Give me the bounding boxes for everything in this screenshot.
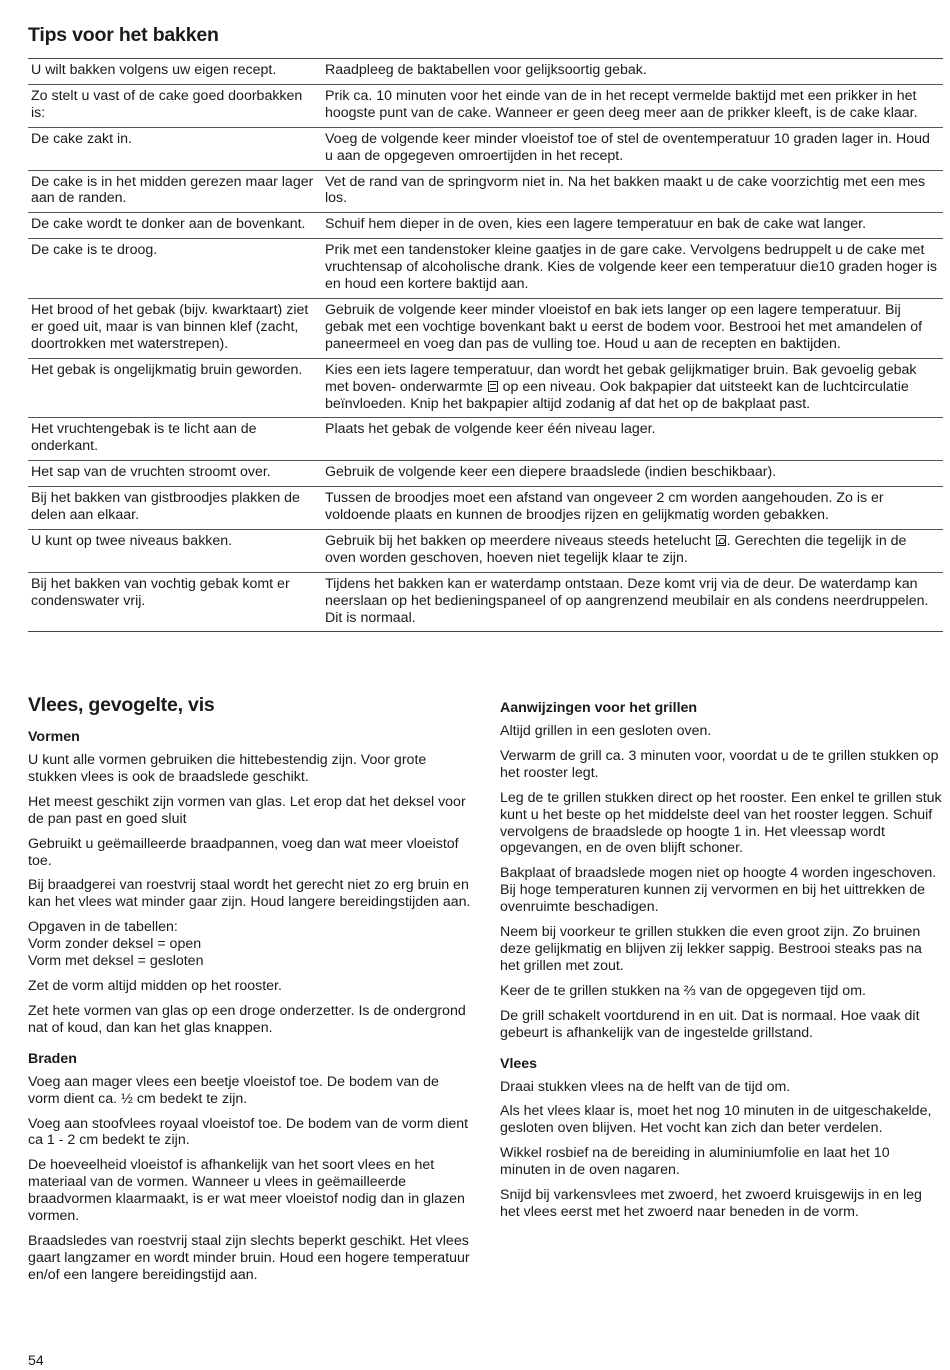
paragraph: Opgaven in de tabellen: Vorm zonder deksel = open Vorm met deksel = gesloten	[28, 919, 204, 970]
section-title: Vlees, gevogelte, vis	[28, 694, 215, 716]
problem-cell: Het sap van de vruchten stroomt over.	[28, 461, 322, 487]
problem-cell: Bij het bakken van gistbroodjes plakken de delen aan elkaar.	[28, 487, 322, 530]
table-row	[28, 418, 943, 461]
solution-text: Kies een iets lagere temperatuur, dan wordt het gebak gelijkmatiger bruin. Bak gevoelig gebak met boven- onderwarmte	[325, 361, 917, 395]
solution-cell: Schuif hem dieper in de oven, kies een lagere temperatuur en bak de cake wat langer.	[322, 213, 943, 239]
table-row	[28, 84, 943, 127]
page-number: 54	[28, 1353, 44, 1369]
subheading-braden: Braden	[28, 1050, 77, 1067]
subheading-vlees: Vlees	[500, 1055, 538, 1072]
solution-cell: Vet de rand van de springvorm niet in. Na het bakken maakt u de cake voorzichtig met een mes los.	[322, 170, 943, 213]
solution-cell: Voeg de volgende keer minder vloeistof toe of stel de oventemperatuur 10 graden lager in. Houd u aan de opgegeven omroertijden in het recept.	[322, 127, 943, 170]
problem-cell: De cake wordt te donker aan de bovenkant.	[28, 213, 322, 239]
paragraph: Leg de te grillen stukken direct op het rooster. Een enkel te grillen stuk kunt u het beste op het middelste deel van het rooster leggen. Schuif vervolgens de braadslede op hoogte 1 in. Het vleessap wordt opgevangen, en de oven blijft schoner.	[500, 789, 942, 857]
problem-cell: De cake zakt in.	[28, 127, 322, 170]
subheading-grillen: Aanwijzingen voor het grillen	[500, 700, 698, 716]
paragraph: Altijd grillen in een gesloten oven.	[500, 723, 712, 739]
solution-cell	[322, 358, 943, 418]
table-row	[28, 487, 943, 530]
problem-cell: Bij het bakken van vochtig gebak komt er condenswater vrij.	[28, 572, 322, 632]
tips-title: Tips voor het bakken	[28, 24, 219, 46]
problem-cell: Zo stelt u vast of de cake goed doorbakken is:	[28, 84, 322, 127]
solution-text: op een niveau. Ook bakpapier dat uitsteekt kan de luchtcirculatie beïnvloeden. Knip het bakpapier altijd zodanig af dat het op de bakplaat past.	[325, 378, 909, 412]
left-column	[28, 694, 473, 1292]
table-row	[28, 529, 943, 572]
solution-text: . Gerechten die tegelijk in de oven worden geschoven, hoeven niet tegelijk klaar te zijn.	[325, 532, 907, 566]
paragraph: Braadsledes van roestvrij staal zijn slechts beperkt geschikt. Het vlees gaart langzamer en wordt minder bruin. Houd een hogere temperatuur en/of een langere bereidingstijd aan.	[28, 1232, 470, 1283]
paragraph: Neem bij voorkeur te grillen stukken die even groot zijn. Zo bruinen deze gelijkmatig en blijven zij lekker sappig. Bestrooi steaks pas na het grillen met zout.	[500, 924, 922, 974]
problem-cell: Het brood of het gebak (bijv. kwarktaart) ziet er goed uit, maar is van binnen klef (zacht, doortrokken met waterstrepen).	[28, 298, 322, 358]
table-row	[28, 461, 943, 487]
problem-cell: Het vruchtengebak is te licht aan de onderkant.	[28, 418, 322, 461]
paragraph: Zet hete vormen van glas op een droge onderzetter. Is de ondergrond nat of koud, dan kan het glas knappen.	[28, 1002, 466, 1036]
solution-cell: Raadpleeg de baktabellen voor gelijksoortig gebak.	[322, 59, 943, 85]
solution-cell: Prik ca. 10 minuten voor het einde van de in het recept vermelde baktijd met een prikker in het hoogste punt van de cake. Wanneer er geen deeg meer aan de prikker kleeft, is de cake klaar.	[322, 84, 943, 127]
problem-cell: Het gebak is ongelijkmatig bruin geworden.	[28, 358, 322, 418]
paragraph: Voeg aan mager vlees een beetje vloeistof toe. De bodem van de vorm dient ca. ½ cm bedekt te zijn.	[28, 1073, 439, 1107]
paragraph: De grill schakelt voortdurend in en uit. Dat is normaal. Hoe vaak dit gebeurt is afhankelijk van de ingestelde grillstand.	[500, 1007, 920, 1041]
table-row	[28, 358, 943, 418]
paragraph: Zet de vorm altijd midden op het rooster.	[28, 977, 282, 994]
paragraph: Het meest geschikt zijn vormen van glas. Let erop dat het deksel voor de pan past en goed sluit	[28, 793, 466, 827]
paragraph: De hoeveelheid vloeistof is afhankelijk van het soort vlees en het materiaal van de vormen. Wanneer u vlees in geëmailleerde braadvormen klaarmaakt, is er wat meer vloeistof nodig dan in glazen vormen.	[28, 1157, 465, 1225]
solution-cell: Prik met een tandenstoker kleine gaatjes in de gare cake. Vervolgens bedruppelt u de cake met vruchtensap of alcoholische drank. Kies de volgende keer een temperatuur die10 graden hoger is en houd een kortere baktijd aan.	[322, 239, 943, 299]
problem-cell: U wilt bakken volgens uw eigen recept.	[28, 59, 322, 85]
solution-cell: Tijdens het bakken kan er waterdamp ontstaan. Deze komt vrij via de deur. De waterdamp kan neerslaan op het bedieningspaneel of op aangrenzend meubilair en als condens neerdruppelen. Dit is normaal.	[322, 572, 943, 632]
paragraph: Draai stukken vlees na de helft van de tijd om.	[500, 1078, 791, 1095]
solution-cell	[322, 529, 943, 572]
problem-cell: De cake is te droog.	[28, 239, 322, 299]
paragraph: Snijd bij varkensvlees met zwoerd, het zwoerd kruisgewijs in en leg het vlees eerst met het zwoerd naar beneden in de vorm.	[500, 1187, 922, 1220]
paragraph: Bakplaat of braadslede mogen niet op hoogte 4 worden ingeschoven. Bij hoge temperaturen kunnen zij vervormen en bij het uittrekken de ovenruimte beschadigen.	[500, 865, 937, 916]
solution-text: Gebruik bij het bakken op meerdere niveaus steeds hetelucht	[325, 532, 715, 549]
paragraph: Wikkel rosbief na de bereiding in aluminiumfolie en laat het 10 minuten in de oven nagaren.	[500, 1145, 890, 1179]
paragraph: Gebruikt u geëmailleerde braadpannen, voeg dan wat meer vloeistof toe.	[28, 835, 459, 869]
top-bottom-heat-icon	[488, 381, 498, 392]
table-row	[28, 298, 943, 358]
solution-cell: Gebruik de volgende keer minder vloeistof en bak iets langer op een lagere temperatuur. Bij gebak met een vochtige bovenkant bakt u eerst de bodem voor. Bestrooi het met amandelen of paneermeel en voeg dan pas de vulling toe. Houd u aan de recepten en baktijden.	[322, 298, 943, 358]
subheading-vormen: Vormen	[28, 729, 80, 745]
paragraph: Keer de te grillen stukken na ⅔ van de opgegeven tijd om.	[500, 982, 866, 999]
table-row	[28, 170, 943, 213]
paragraph: Verwarm de grill ca. 3 minuten voor, voordat u de te grillen stukken op het rooster legt.	[500, 747, 939, 781]
right-column	[500, 694, 943, 1229]
paragraph: Bij braadgerei van roestvrij staal wordt het gerecht niet zo erg bruin en kan het vlees wat minder gaar zijn. Houd langere bereidingstijden aan.	[28, 877, 471, 911]
solution-cell: Tussen de broodjes moet een afstand van ongeveer 2 cm worden aangehouden. Zo is er voldoende plaats en kunnen de broodjes rijzen en gelijkmatig worden gebakken.	[322, 487, 943, 530]
tips-table	[28, 58, 943, 632]
paragraph: Voeg aan stoofvlees royaal vloeistof toe. De bodem van de vorm dient ca 1 - 2 cm bedekt te zijn.	[28, 1115, 469, 1149]
hot-air-icon	[716, 535, 726, 546]
problem-cell: U kunt op twee niveaus bakken.	[28, 529, 322, 572]
table-row	[28, 572, 943, 632]
table-row	[28, 59, 943, 85]
table-row	[28, 127, 943, 170]
paragraph: Als het vlees klaar is, moet het nog 10 minuten in de uitgeschakelde, gesloten oven blijven. Het vocht kan zich dan beter verdelen.	[500, 1103, 932, 1137]
problem-cell: De cake is in het midden gerezen maar lager aan de randen.	[28, 170, 322, 213]
solution-cell: Gebruik de volgende keer een diepere braadslede (indien beschikbaar).	[322, 461, 943, 487]
solution-cell: Plaats het gebak de volgende keer één niveau lager.	[322, 418, 943, 461]
table-row	[28, 239, 943, 299]
paragraph: U kunt alle vormen gebruiken die hittebestendig zijn. Voor grote stukken vlees is ook de braadslede geschikt.	[28, 752, 427, 785]
table-row	[28, 213, 943, 239]
